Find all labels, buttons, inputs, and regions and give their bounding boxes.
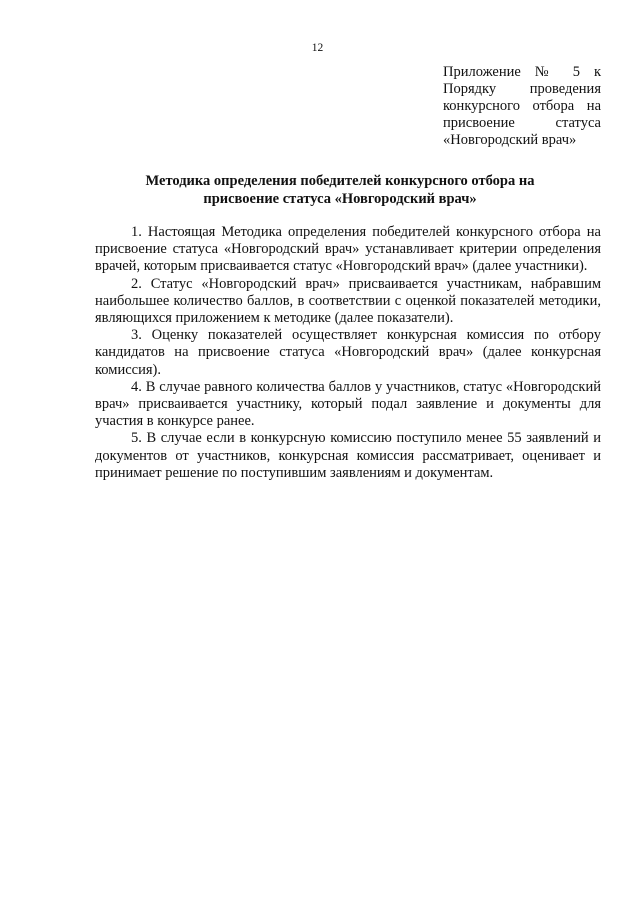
title-line: Методика определения победителей конкурсного отбора на [145,173,535,189]
paragraph: 2. Статус «Новгородский врач» присваивается участникам, набравшим наибольшее количество баллов, в соответствии с оценкой показателей методики, являющихся приложением к методике (далее показатели). [95,275,601,327]
document-body [95,224,601,482]
paragraph: 5. В случае если в конкурсную комиссию поступило менее 55 заявлений и документов от участников, конкурсная комиссия рассматривает, оценивает и принимает решение по поступившим заявлениям и документам. [95,430,601,481]
paragraph: 3. Оценку показателей осуществляет конкурсная комиссия по отбору кандидатов на присвоение статуса «Новгородский врач» (далее конкурсная комиссия). [95,327,601,378]
appendix-line: «Новгородский врач» [443,132,577,148]
document-title [90,172,590,208]
page-number: 12 [311,42,324,54]
appendix-line: присвоение статуса [443,115,601,131]
appendix-line: конкурсного отбора на [443,98,601,114]
title-line: присвоение статуса «Новгородский врач» [203,191,477,207]
paragraph: 1. Настоящая Методика определения победителей конкурсного отбора на присвоение статуса «Новгородский врач» устанавливает критерии определения врачей, которым присваивается статус «Новгородский врач» (далее участники). [95,224,601,275]
paragraph: 4. В случае равного количества баллов у участников, статус «Новгородский врач» присваивается участнику, который подал заявление и документы для участия в конкурсе ранее. [95,378,601,430]
appendix-note [443,64,601,149]
appendix-line: Порядку проведения [443,81,601,97]
appendix-line: Приложение № 5 к [443,64,601,80]
